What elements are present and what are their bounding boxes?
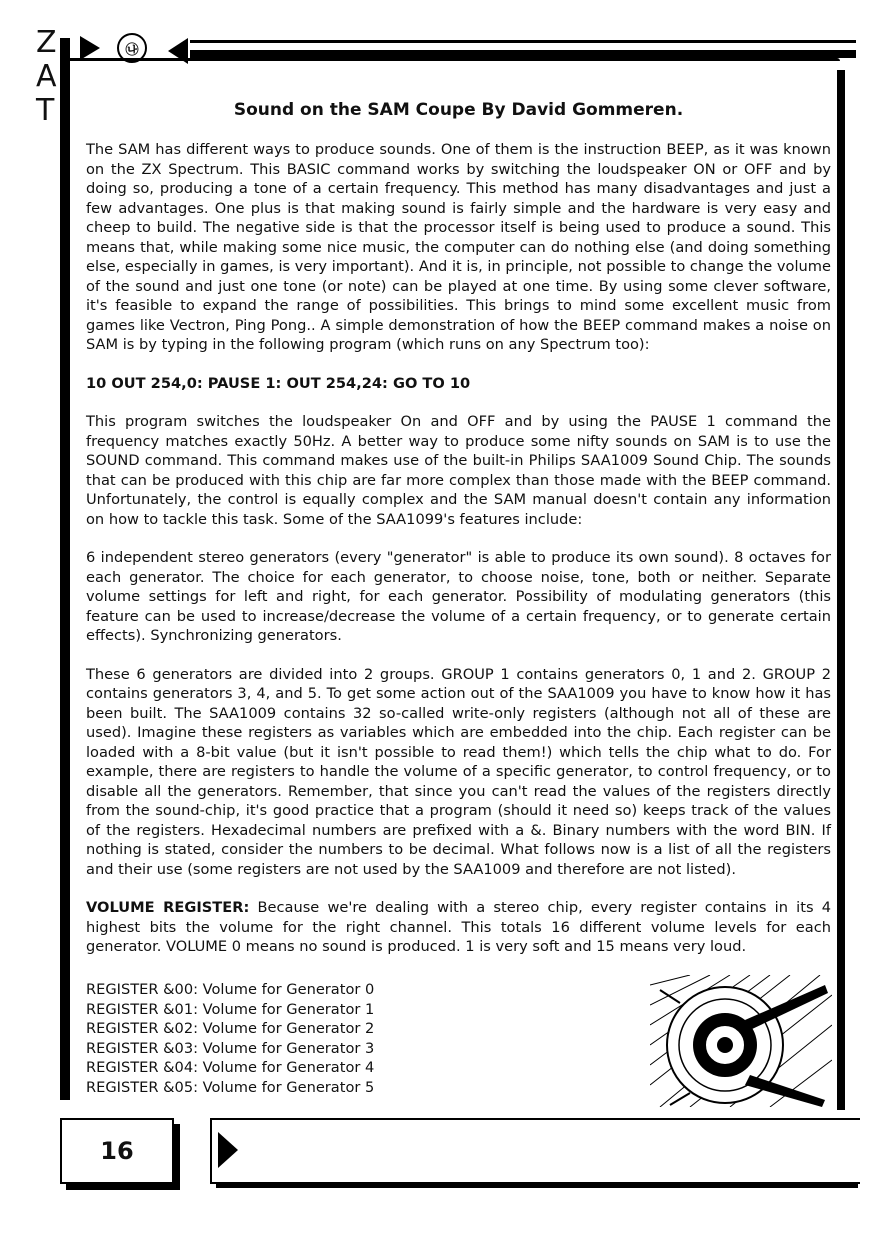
register-item: REGISTER &01: Volume for Generator 1 <box>86 1000 375 1018</box>
paragraph-generators: These 6 generators are divided into 2 groups. GROUP 1 contains generators 0, 1 and 2. GROUP 2 contains generators 3, 4, and 5. To get some action out of the SAA1009 you have to know how it has been built. The SAA1009 contains 32 so-called write-only registers (although not all of these are used). Imagine these registers as variables which are embedded into the chip. Each register can be loaded with a 8-bit value (but it isn't possible to read them!) which tells the chip what to do. For example, there are registers to handle the volume of a specific generator, to control frequency, or to disable all the generators. Remember, that since you can't read the values of the registers directly from the sound-chip, it's good practice that a program (should it need so) keeps track of the values of the registers. Hexadecimal numbers are prefixed with a &. Binary numbers with the word BIN. If nothing is stated, consider the numbers to be decimal. What follows now is a list of all the registers and their use (some registers are not used by the SAA1009 and therefore are not listed). <box>86 665 831 878</box>
register-item: REGISTER &04: Volume for Generator 4 <box>86 1059 375 1076</box>
magazine-logo-glyph: ㉯ <box>125 42 139 58</box>
page-number-box <box>60 1118 174 1184</box>
speaker-illustration-icon <box>650 975 832 1107</box>
article-body <box>86 100 831 957</box>
register-item: REGISTER &00: Volume for Generator 0 <box>86 981 375 998</box>
register-item: REGISTER &02: Volume for Generator 2 <box>86 1020 375 1037</box>
volume-register-heading: VOLUME REGISTER: <box>86 899 250 916</box>
header-rule-thick <box>190 50 856 58</box>
footer-arrow-right-icon <box>218 1132 238 1168</box>
paragraph-intro: The SAM has different ways to produce sounds. One of them is the instruction BEEP, as it was known on the ZX Spectrum. This BASIC command works by switching the loudspeaker ON or OFF and by doing so, producing a tone of a certain frequency. This method has many disadvantages and just a few advantages. One plus is that making sound is fairly simple and the hardware is very easy and cheep to build. The negative side is that the processor itself is being used to produce a sound. This means that, while making some nice music, the computer can do nothing else (and doing something else, especially in games, is very important). And it is, in principle, not possible to change the volume of the sound and just one tone (or note) can be played at one time. By using some clever software, it's feasible to expand the range of possibilities. This brings to mind some excellent music from games like Vectron, Ping Pong.. A simple demonstration of how the BEEP command makes a noise on SAM is by typing in the following program (which runs on any Spectrum too): <box>86 141 831 353</box>
page-number: 16 <box>100 1137 134 1165</box>
register-item: REGISTER &05: Volume for Generator 5 <box>86 1078 375 1096</box>
footer-bar <box>210 1118 860 1184</box>
header-arrow-right-icon <box>80 36 100 60</box>
side-letter-t: T <box>36 93 55 128</box>
paragraph-sound-command: This program switches the loudspeaker On and OFF and by using the PAUSE 1 command the frequency matches exactly 50Hz. A better way to produce some nifty sounds on SAM is to use the SOUND command. This command makes use of the built-in Philips SAA1009 Sound Chip. The sounds that can be produced with this chip are far more complex than those made with the BEEP command. Unfortunately, the control is equally complex and the SAM manual doesn't contain any information on how to tackle this task. Some of the SAA1099's features include: <box>86 413 831 528</box>
code-listing: 10 OUT 254,0: PAUSE 1: OUT 254,24: GO TO 10 <box>86 374 471 392</box>
frame-top-border <box>70 58 840 61</box>
frame-left-border <box>60 38 70 1100</box>
paragraph-volume <box>86 898 831 957</box>
footer-bar-shadow <box>216 1182 858 1188</box>
side-letter-z: Z <box>36 25 57 60</box>
paragraph-features: 6 independent stereo generators (every "generator" is able to produce its own sound). 8 octaves for each generator. The choice for each generator, to choose noise, tone, both or neither. Separate volume settings for left and right, for each generator. Possibility of modulating generators (this feature can be used to increase/decrease the volume of a certain frequency, or to generate certain effects). Synchronizing generators. <box>86 549 831 644</box>
volume-register-text: Because we're dealing with a stereo chip, every register contains in its 4 highest bits the volume for the right channel. This totals 16 different volume levels for each generator. VOLUME 0 means no sound is produced. 1 is very soft and 15 means very loud. <box>86 899 831 955</box>
frame-right-border <box>837 70 845 1110</box>
side-letter-a: A <box>36 59 57 94</box>
header-rule-thin <box>190 40 856 43</box>
register-list <box>86 980 374 1097</box>
article-title: Sound on the SAM Coupe By David Gommeren. <box>233 100 684 120</box>
register-item: REGISTER &03: Volume for Generator 3 <box>86 1039 375 1057</box>
